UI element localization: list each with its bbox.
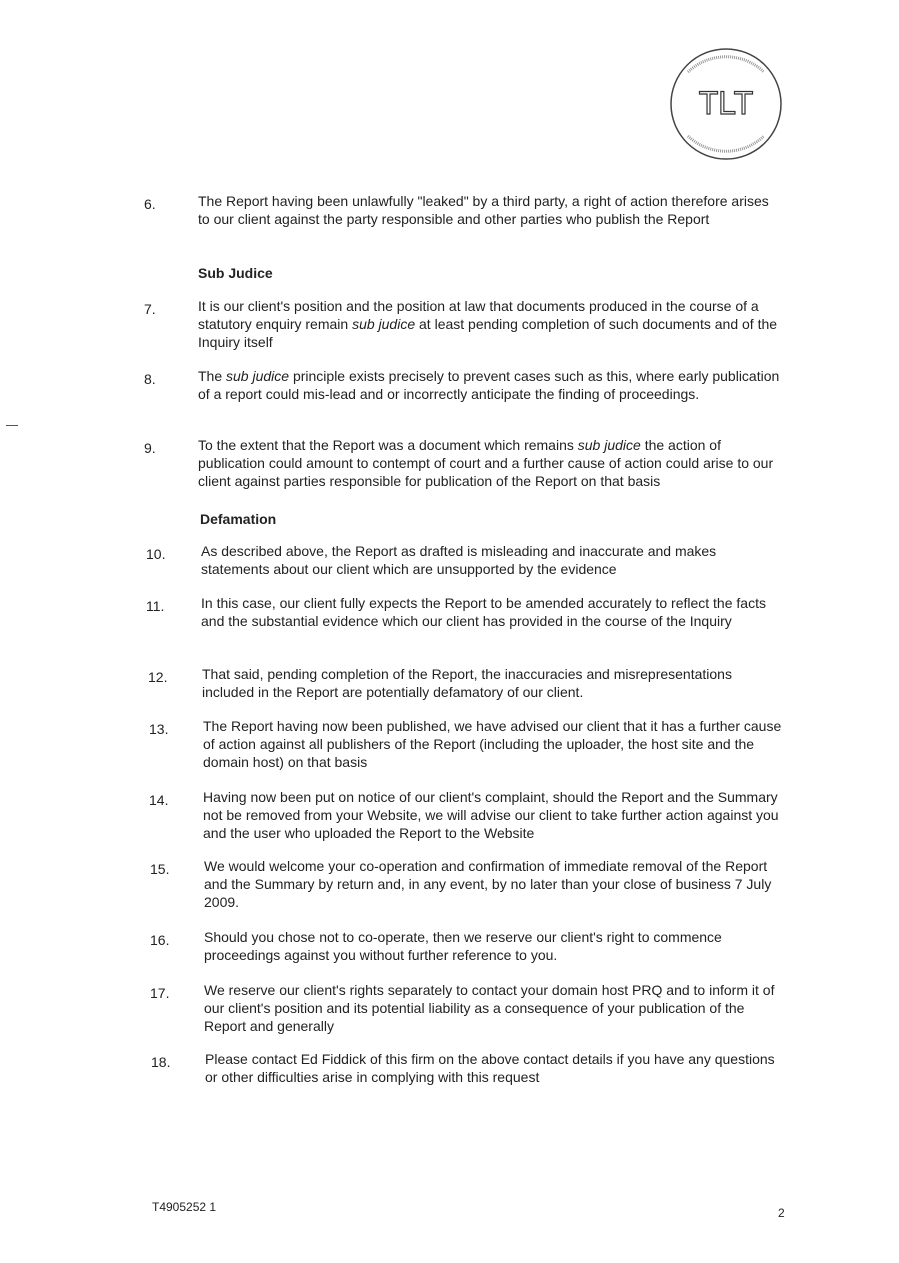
margin-mark [6,425,18,426]
text-run: The [198,368,227,384]
paragraph-text [198,367,780,403]
text-run: It is our client's position and the position at law that documents produced in the course of a statutory enquiry remain [198,298,759,332]
paragraph-text [198,436,780,490]
paragraph-text [198,297,780,351]
text-run: In this case, our client fully expects the Report to be amended accurately to reflect the facts and the substantial evidence which our client has provided in the course of the Inquiry [201,595,766,629]
paragraph-number: 17. [150,985,170,1001]
svg-text:TLT: TLT [698,85,754,121]
paragraph-number: 11. [146,598,165,614]
paragraph-text [204,981,786,1035]
paragraph-text [204,857,786,911]
paragraph-text [203,788,785,842]
page-number: 2 [778,1206,785,1220]
text-run: The Report having now been published, we have advised our client that it has a further cause of action against all publishers of the Report (including the uploader, the host site and the domain host) on that basis [203,718,782,770]
paragraph-text [202,665,784,701]
text-run: Having now been put on notice of our client's complaint, should the Report and the Summary not be removed from your Website, we will advise our client to take further action against you and the user who uploaded the Report to the Website [203,789,779,841]
paragraph-text [204,928,786,964]
paragraph-number: 6. [144,196,156,212]
paragraph-number: 15. [150,861,170,877]
tlt-logo [666,44,786,164]
paragraph-text [205,1050,787,1086]
text-run: Should you chose not to co-operate, then we reserve our client's right to commence proceedings against you without further reference to you. [204,929,722,963]
heading-sub-judice: Sub Judice [198,265,273,281]
heading-defamation: Defamation [200,511,277,527]
paragraph-number: 14. [149,792,169,808]
paragraph-number: 12. [148,669,168,685]
text-run: at least pending completion of such documents and of the Inquiry itself [198,316,778,350]
paragraph-number: 8. [144,371,156,387]
paragraph-number: 16. [150,932,170,948]
text-run: the action of publication could amount to contempt of court and a further cause of action could arise to our client against parties responsible for publication of the Report on that basis [198,437,774,489]
text-run: The Report having been unlawfully "leaked" by a third party, a right of action therefore arises to our client against the party responsible and other parties who publish the Report [198,193,769,227]
italic-text: sub judice [226,368,290,384]
paragraph-number: 10. [146,546,166,562]
text-run: That said, pending completion of the Report, the inaccuracies and misrepresentations included in the Report are potentially defamatory of our client. [202,666,732,700]
text-run: principle exists precisely to prevent cases such as this, where early publication of a report could mis-lead and or incorrectly anticipate the finding of proceedings. [198,368,780,402]
paragraph-text [203,717,785,771]
paragraph-number: 7. [144,301,156,317]
text-run: Please contact Ed Fiddick of this firm on the above contact details if you have any questions or other difficulties arise in complying with this request [205,1051,775,1085]
document-reference: T4905252 1 [152,1200,217,1214]
italic-text: sub judice [577,437,641,453]
paragraph-text [201,594,783,630]
text-run: To the extent that the Report was a document which remains [198,437,578,453]
paragraph-number: 9. [144,440,156,456]
italic-text: sub judice [352,316,416,332]
text-run: We would welcome your co-operation and confirmation of immediate removal of the Report and the Summary by return and, in any event, by no later than your close of business 7 July 2009. [204,858,772,910]
paragraph-text [198,192,780,228]
paragraph-number: 18. [151,1054,171,1070]
text-run: We reserve our client's rights separately to contact your domain host PRQ and to inform it of our client's position and its potential liability as a consequence of your publication of the Report and generally [204,982,775,1034]
text-run: As described above, the Report as drafted is misleading and inaccurate and makes statements about our client which are unsupported by the evidence [201,543,717,577]
paragraph-number: 13. [149,721,169,737]
paragraph-text [201,542,783,578]
